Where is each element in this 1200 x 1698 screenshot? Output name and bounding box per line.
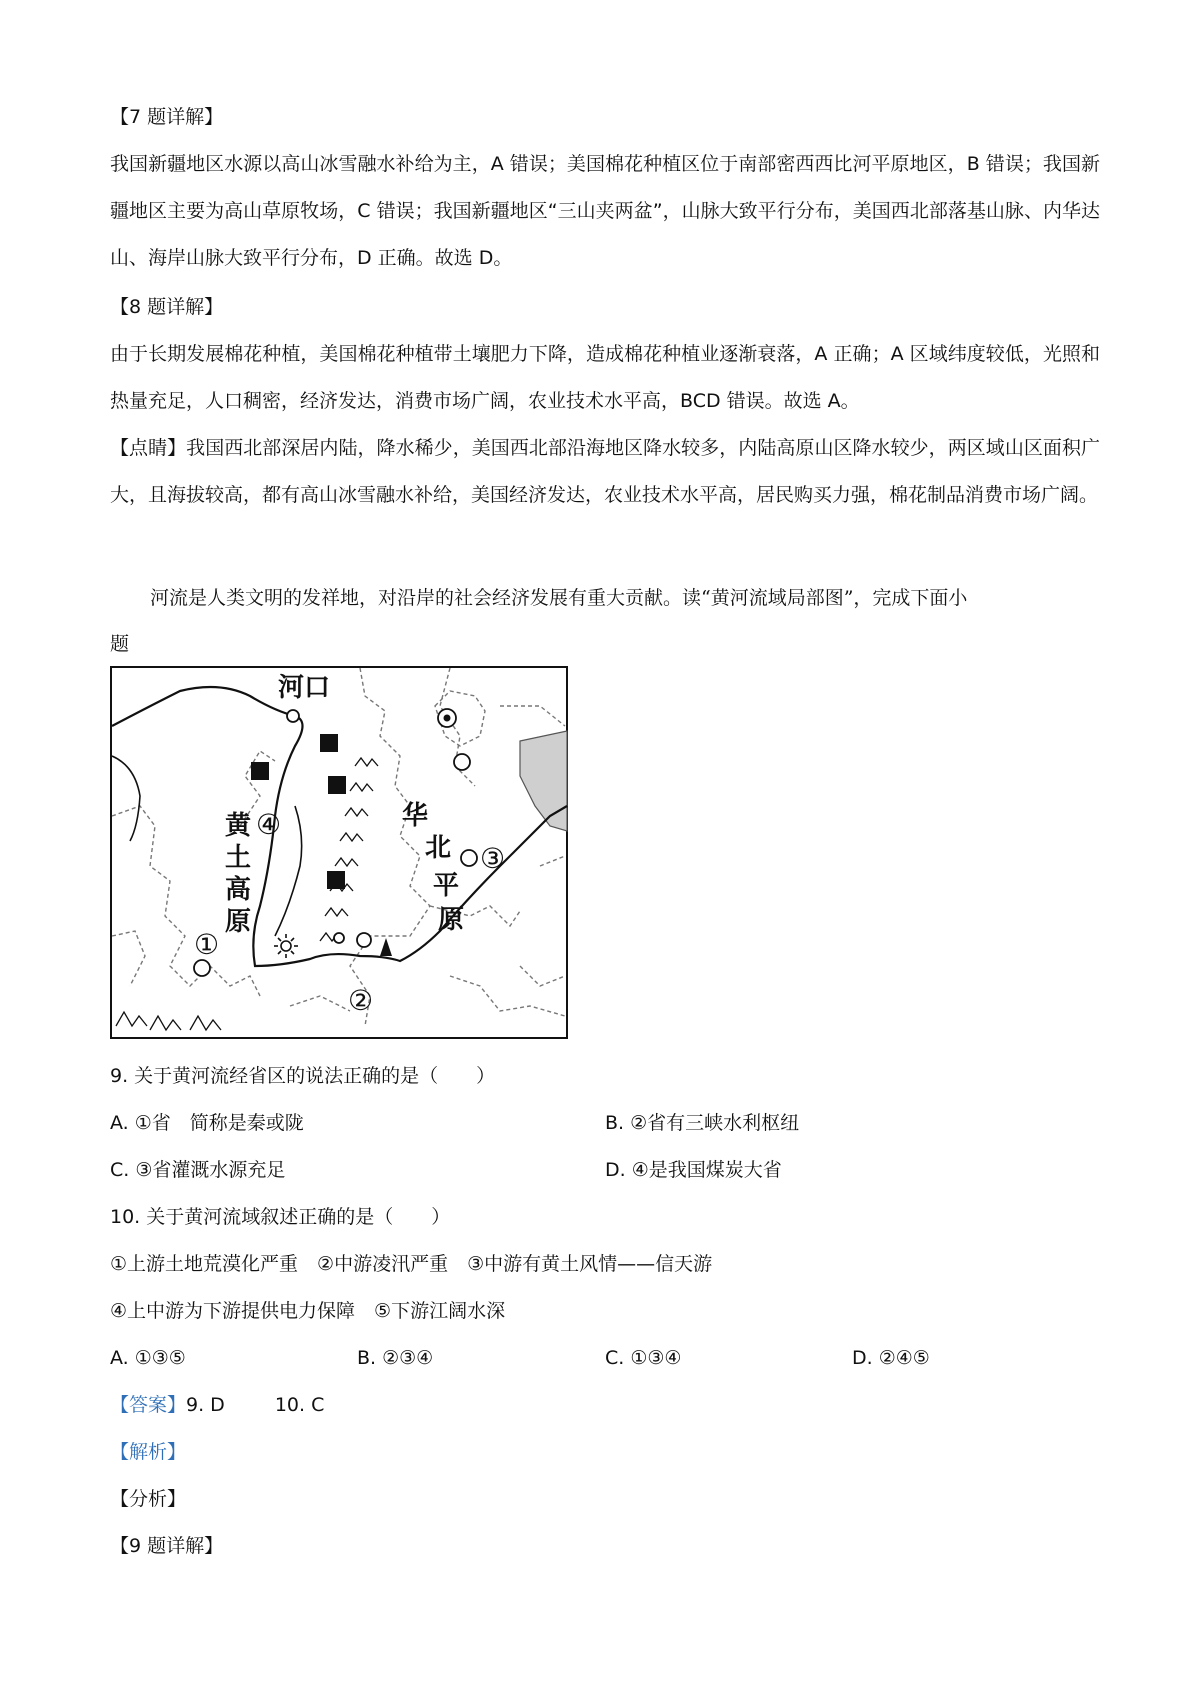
label-region-1: ① <box>194 928 220 961</box>
dianjing-note: 【点睛】我国西北部深居内陆，降水稀少，美国西北部沿海地区降水较多，内陆高原山区降水较少，两区域山区面积广大，且海拔较高，都有高山冰雪融水补给，美国经济发达，农业技术水平高，居民购买力强，棉花制品消费市场广阔。 <box>110 437 1100 506</box>
label-region-4: ④ <box>256 808 282 841</box>
label-loess-4: 原 <box>225 907 252 937</box>
q10-option-c: C. ①③④ <box>605 1347 682 1369</box>
answer-q10: 10. C <box>274 1394 325 1416</box>
answer-tag: 【答案】 <box>110 1394 187 1416</box>
intro-line-2: 题 <box>110 633 130 655</box>
q9-option-c: C. ③省灌溉水源充足 <box>110 1159 286 1181</box>
fenxi-heading: 【分析】 <box>110 1488 187 1510</box>
jiexi-tag: 【解析】 <box>110 1441 187 1463</box>
q9-option-b: B. ②省有三峡水利枢纽 <box>605 1112 800 1134</box>
label-loess-3: 高 <box>225 875 252 905</box>
answer-line <box>110 1391 324 1419</box>
q7-explanation: 我国新疆地区水源以高山冰雪融水补给为主，A 错误；美国棉花种植区位于南部密西西比河平原地区，B 错误；我国新疆地区主要为高山草原牧场，C 错误；我国新疆地区“三山夹两盆”，山脉大致平行分布，美国西北部落基山脉、内华达山、海岸山脉大致平行分布，D 正确。故选 D。 <box>110 153 1100 269</box>
label-plain-3: 平 <box>433 871 460 901</box>
q9-option-d: D. ④是我国煤炭大省 <box>605 1159 782 1181</box>
q7-heading: 【7 题详解】 <box>110 106 224 128</box>
q8-heading: 【8 题详解】 <box>110 296 224 318</box>
q8-explanation: 由于长期发展棉花种植，美国棉花种植带土壤肥力下降，造成棉花种植业逐渐衰落，A 正确；A 区域纬度较低，光照和热量充足，人口稠密，经济发达，消费市场广阔，农业技术水平高，BCD 错误。故选 A。 <box>110 343 1100 412</box>
q10-option-a: A. ①③⑤ <box>110 1347 186 1369</box>
label-plain-1: 华 <box>402 801 429 831</box>
q10-stem: 10. 关于黄河流域叙述正确的是（ ） <box>110 1206 451 1228</box>
label-region-2: ② <box>348 984 374 1017</box>
q9-detail-heading: 【9 题详解】 <box>110 1535 224 1557</box>
label-plain-2: 北 <box>425 833 452 863</box>
q10-option-b: B. ②③④ <box>357 1347 434 1369</box>
label-region-3: ③ <box>480 842 506 875</box>
yellow-river-map <box>110 666 568 1039</box>
answer-q9: 9. D <box>186 1394 225 1416</box>
label-hekou: 河口 <box>278 673 331 703</box>
q10-items-line-1: ①上游土地荒漠化严重 ②中游凌汛严重 ③中游有黄土风情——信天游 <box>110 1253 713 1275</box>
q9-stem: 9. 关于黄河流经省区的说法正确的是（ ） <box>110 1065 496 1087</box>
q9-option-a: A. ①省 简称是秦或陇 <box>110 1112 304 1134</box>
q10-items-line-2: ④上中游为下游提供电力保障 ⑤下游江阔水深 <box>110 1300 506 1322</box>
intro-line-1: 河流是人类文明的发祥地，对沿岸的社会经济发展有重大贡献。读“黄河流域局部图”，完成下面小 <box>150 587 968 609</box>
label-loess-1: 黄 <box>225 811 252 841</box>
q10-option-d: D. ②④⑤ <box>852 1347 930 1369</box>
label-loess-2: 土 <box>225 843 252 873</box>
label-plain-4: 原 <box>438 905 465 935</box>
